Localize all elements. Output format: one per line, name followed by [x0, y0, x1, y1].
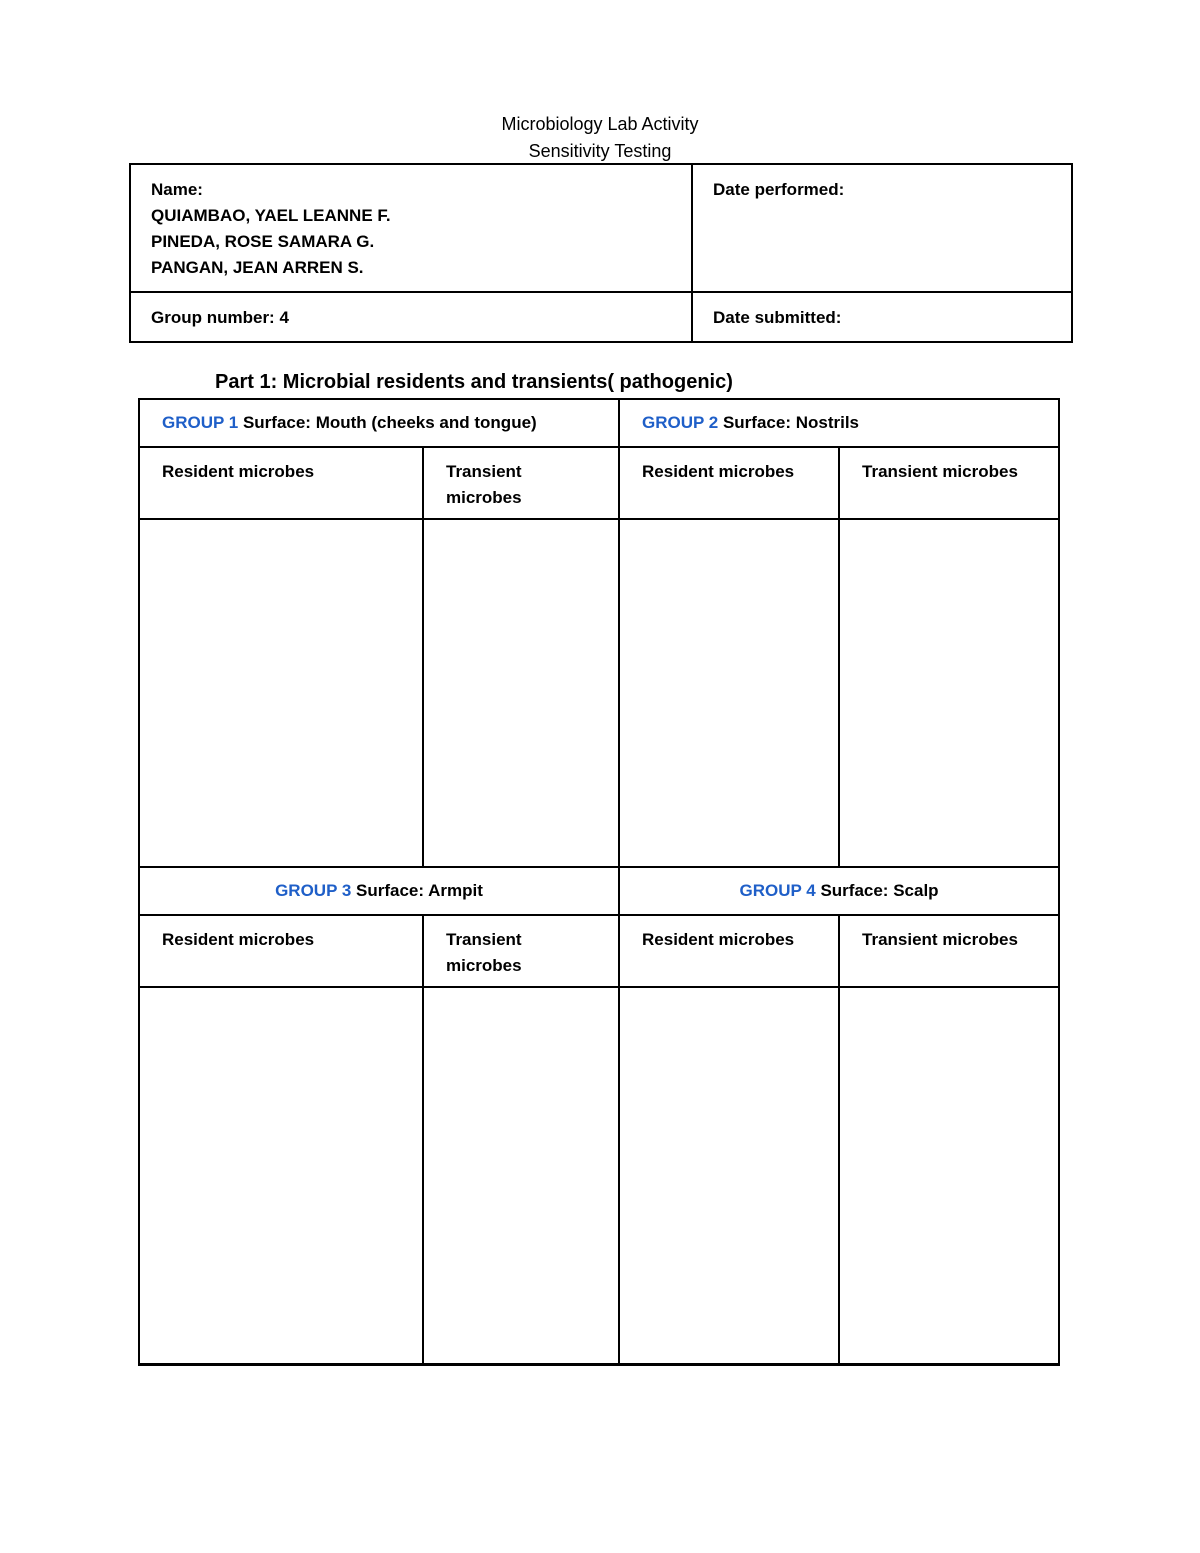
group2-header	[619, 399, 1059, 447]
g2-transient-entry[interactable]	[839, 519, 1059, 867]
microbes-table	[138, 398, 1060, 1366]
g1-resident-entry[interactable]	[139, 519, 423, 867]
date-submitted-cell	[692, 292, 1072, 342]
group4-surface: Surface: Scalp	[815, 881, 939, 900]
document-subtitle: Sensitivity Testing	[528, 141, 672, 161]
part1-title: Part 1: Microbial residents and transients( pathogenic)	[215, 371, 733, 393]
g2-transient-header: Transient microbes	[839, 447, 1059, 519]
group1-surface: Surface: Mouth (cheeks and tongue)	[238, 413, 537, 432]
g1-transient-line1: Transient	[446, 462, 522, 481]
g4-transient-header: Transient microbes	[839, 915, 1059, 987]
group3-header	[139, 867, 619, 915]
g3-transient-header	[423, 915, 619, 987]
info-table	[129, 163, 1073, 343]
date-performed-cell	[692, 164, 1072, 292]
date-performed-label: Date performed:	[713, 180, 845, 199]
group-number-label: Group number: 4	[151, 308, 289, 327]
group1-label: GROUP 1	[162, 413, 239, 432]
name-cell	[130, 164, 692, 292]
name-label: Name:	[151, 180, 203, 199]
group4-header	[619, 867, 1059, 915]
document-title: Microbiology Lab Activity	[501, 114, 699, 134]
student-name-1: QUIAMBAO, YAEL LEANNE F.	[151, 206, 391, 225]
g1-resident-header: Resident microbes	[139, 447, 423, 519]
group3-label: GROUP 3	[275, 881, 352, 900]
group2-label: GROUP 2	[642, 413, 719, 432]
g4-resident-header: Resident microbes	[619, 915, 839, 987]
g3-transient-line2: microbes	[446, 956, 522, 975]
group3-surface: Surface: Armpit	[351, 881, 483, 900]
group1-header	[139, 399, 619, 447]
group-number-cell	[130, 292, 692, 342]
g3-resident-entry[interactable]	[139, 987, 423, 1365]
g2-resident-entry[interactable]	[619, 519, 839, 867]
g3-transient-entry[interactable]	[423, 987, 619, 1365]
g4-transient-entry[interactable]	[839, 987, 1059, 1365]
g3-transient-line1: Transient	[446, 930, 522, 949]
g1-transient-entry[interactable]	[423, 519, 619, 867]
group2-surface: Surface: Nostrils	[718, 413, 859, 432]
date-submitted-label: Date submitted:	[713, 308, 842, 327]
g1-transient-header	[423, 447, 619, 519]
g3-resident-header: Resident microbes	[139, 915, 423, 987]
student-name-2: PINEDA, ROSE SAMARA G.	[151, 232, 375, 251]
g2-resident-header: Resident microbes	[619, 447, 839, 519]
g1-transient-line2: microbes	[446, 488, 522, 507]
g4-resident-entry[interactable]	[619, 987, 839, 1365]
group4-label: GROUP 4	[739, 881, 816, 900]
student-name-3: PANGAN, JEAN ARREN S.	[151, 258, 364, 277]
